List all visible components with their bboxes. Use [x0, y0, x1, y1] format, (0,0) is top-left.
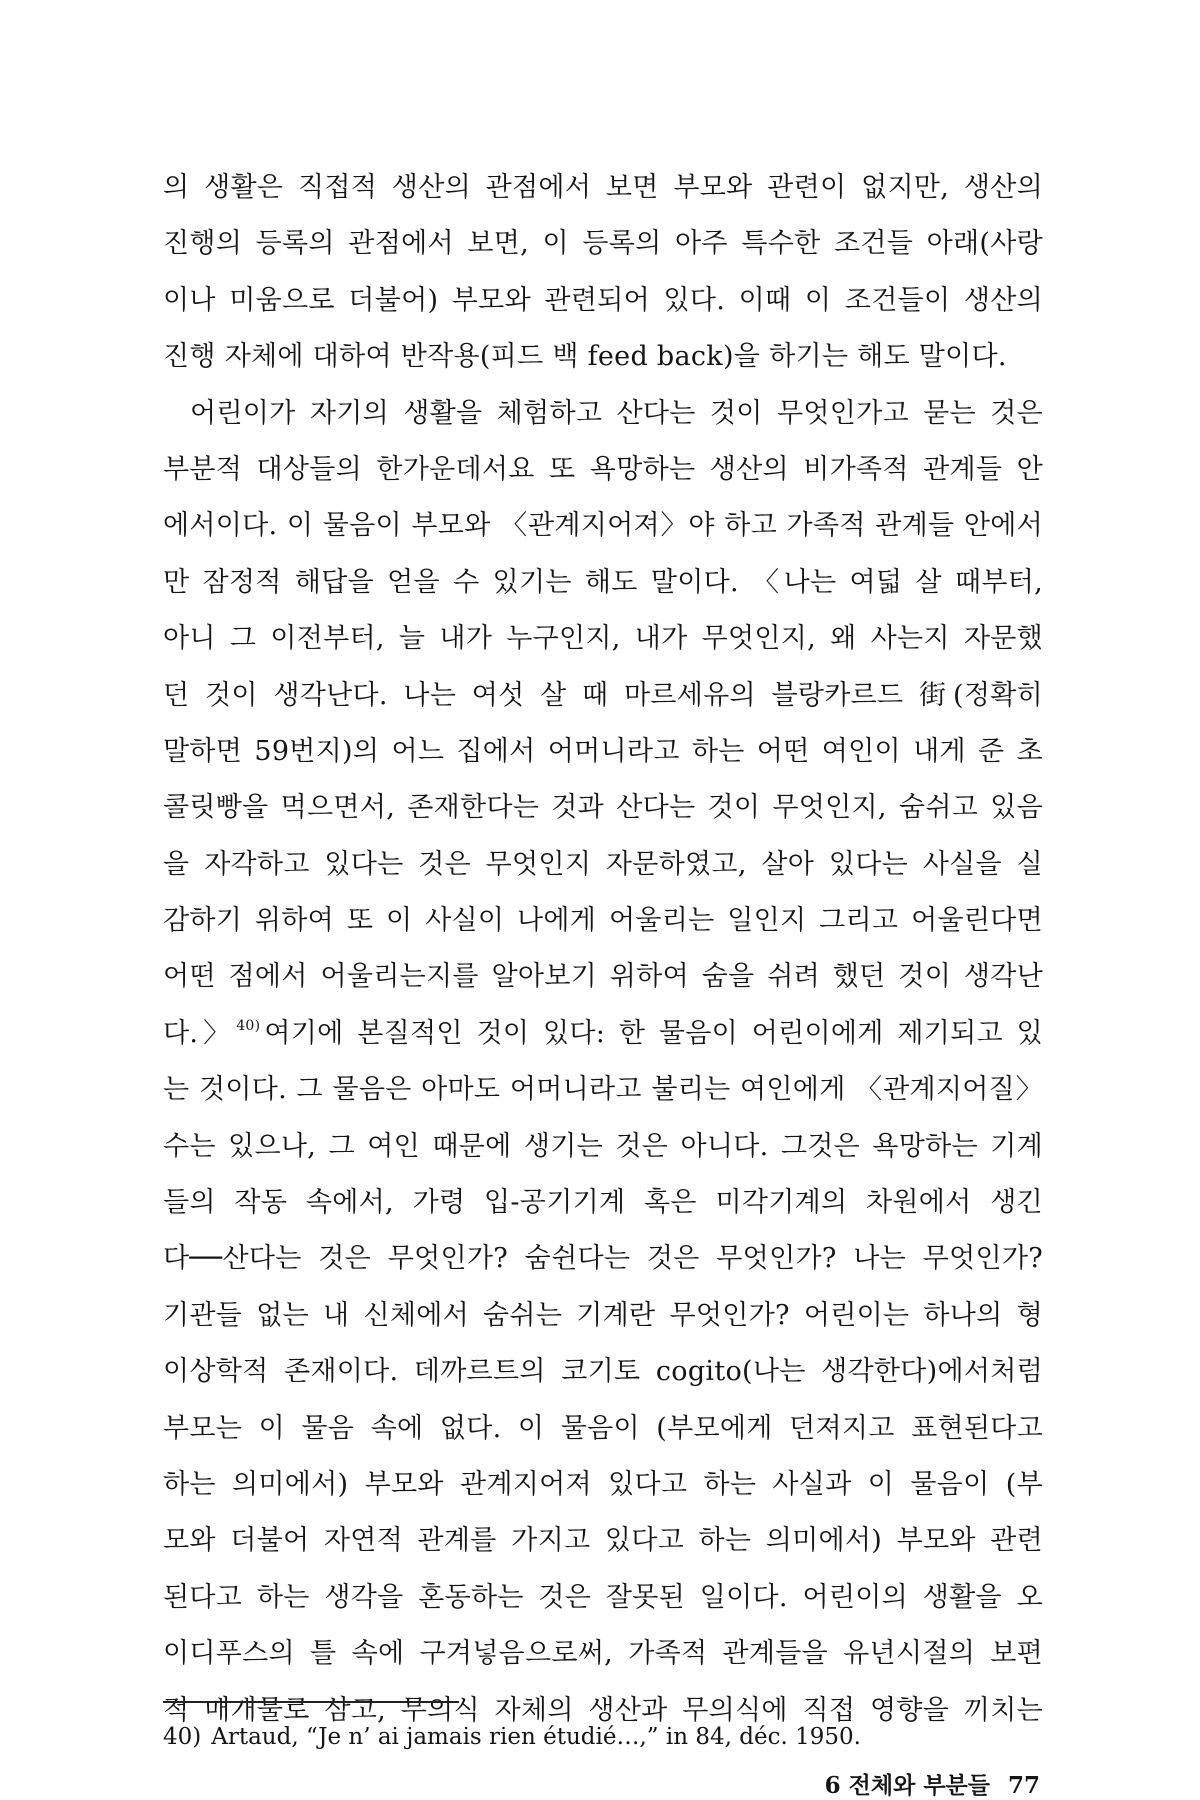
text-line: 감하기 위하여 또 이 사실이 나에게 어울리는 일인지 그리고 어울린다면 [163, 905, 1043, 937]
text-line: 기관들 없는 내 신체에서 숨쉬는 기계란 무엇인가? 어린이는 하나의 형 [163, 1299, 1043, 1331]
chapter-title: 6 전체와 부분들 [824, 1772, 990, 1799]
text-line: 수는 있으나, 그 여인 때문에 생기는 것은 아니다. 그것은 욕망하는 기계 [163, 1130, 1043, 1162]
text-line: 된다고 하는 생각을 혼동하는 것은 잘못된 일이다. 어린이의 생활을 오 [163, 1581, 1043, 1613]
running-footer [825, 1772, 1040, 1800]
text-line: 만 잠정적 해답을 얻을 수 있기는 해도 말이다. 〈나는 여덟 살 때부터, [163, 566, 1043, 598]
text-line: 의 생활은 직접적 생산의 관점에서 보면 부모와 관련이 없지만, 생산의 [163, 172, 1043, 203]
text-line-with-footnote [163, 1006, 1043, 1062]
text-line: 이상학적 존재이다. 데까르트의 코기토 cogito(나는 생각한다)에서처럼 [163, 1356, 1043, 1388]
text-line: 하는 의미에서) 부모와 관계지어져 있다고 하는 사실과 이 물음이 (부 [163, 1468, 1043, 1500]
text-line: 부모는 이 물음 속에 없다. 이 물음이 (부모에게 던져지고 표현된다고 [163, 1412, 1043, 1444]
text-line: 콜릿빵을 먹으면서, 존재한다는 것과 산다는 것이 무엇인지, 숨쉬고 있음 [163, 792, 1043, 824]
quote-end: 다.〉 [163, 1017, 236, 1049]
footnote-number: 40) [163, 1724, 202, 1750]
text-line: 에서이다. 이 물음이 부모와 〈관계지어져〉야 하고 가족적 관계들 안에서 [163, 510, 1043, 542]
text-line: 진행 자체에 대하여 반작용(피드 백 feed back)을 하기는 해도 말이다. [163, 341, 1007, 373]
text-line: 어린이가 자기의 생활을 체험하고 산다는 것이 무엇인가고 묻는 것은 [190, 397, 1043, 429]
text-line: 다──산다는 것은 무엇인가? 숨쉰다는 것은 무엇인가? 나는 무엇인가? [163, 1243, 1043, 1275]
text-line: 부분적 대상들의 한가운데서요 또 욕망하는 생산의 비가족적 관계들 안 [163, 453, 1043, 485]
text-line: 이나 미움으로 더불어) 부모와 관련되어 있다. 이때 이 조건들이 생산의 [163, 284, 1043, 316]
text-line: 이디푸스의 틀 속에 구겨넣음으로써, 가족적 관계들을 유년시절의 보편 [163, 1638, 1043, 1670]
footnote-text: Artaud, “Je n’ ai jamais rien étudié…,” in 84, déc. 1950. [211, 1724, 861, 1750]
text-line: 는 것이다. 그 물음은 아마도 어머니라고 불리는 여인에게 〈관계지어질〉 [163, 1074, 1043, 1106]
text-line-rest: 여기에 본질적인 것이 있다: 한 물음이 어린이에게 제기되고 있 [264, 1017, 1043, 1049]
text-line: 을 자각하고 있다는 것은 무엇인지 자문하였고, 살아 있다는 사실을 실 [163, 848, 1043, 880]
text-line: 말하면 59번지)의 어느 집에서 어머니라고 하는 어떤 여인이 내게 준 초 [163, 735, 1043, 767]
body-text [163, 160, 1043, 1739]
footnote [163, 1722, 1043, 1752]
text-line: 모와 더불어 자연적 관계를 가지고 있다고 하는 의미에서) 부모와 관련 [163, 1525, 1043, 1557]
text-line: 아니 그 이전부터, 늘 내가 누구인지, 내가 무엇인지, 왜 사는지 자문했 [163, 623, 1043, 655]
text-line: 진행의 등록의 관점에서 보면, 이 등록의 아주 특수한 조건들 아래(사랑 [163, 228, 1043, 260]
text-line: 던 것이 생각난다. 나는 여섯 살 때 마르세유의 블랑카르드 街(정확히 [163, 679, 1043, 711]
page-number: 77 [1007, 1772, 1040, 1799]
text-line: 들의 작동 속에서, 가령 입-공기기계 혹은 미각기계의 차원에서 생긴 [163, 1187, 1043, 1219]
footnote-reference[interactable]: 40) [236, 1017, 261, 1034]
text-line: 어떤 점에서 어울리는지를 알아보기 위하여 숨을 쉬려 했던 것이 생각난 [163, 961, 1043, 993]
text-line: 적 매개물로 삼고, 무의식 자체의 생산과 무의식에 직접 영향을 끼치는 [163, 1694, 1043, 1726]
footnote-divider [163, 1701, 459, 1703]
